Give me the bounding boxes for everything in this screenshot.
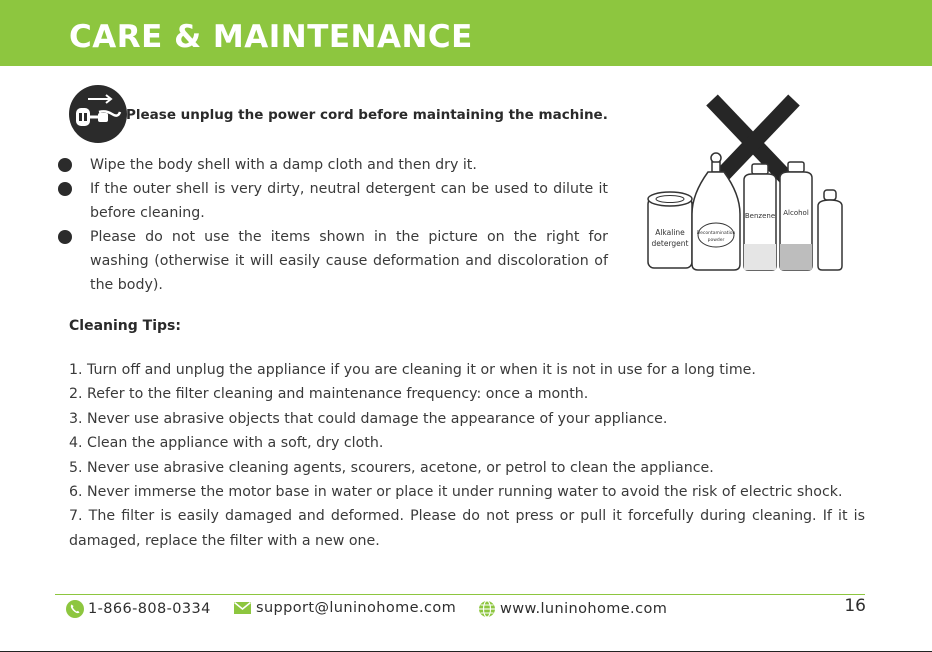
alkaline-detergent-can [648, 192, 692, 268]
page-title: CARE & MAINTENANCE [69, 19, 473, 55]
bullet-text: Please do not use the items shown in the picture on the right for washing (otherwise it will easily cause deformation and discoloration of the body). [90, 229, 608, 293]
warning-text: Please unplug the power cord before maintaining the machine. [126, 107, 608, 123]
tip-item: 7. The filter is easily damaged and deformed. Please do not press or pull it forcefully during cleaning. If it is damaged, replace the filter with a new one. [69, 508, 865, 549]
spray-can [818, 190, 842, 270]
email-address: support@luninohome.com [256, 600, 457, 616]
tip-item: 5. Never use abrasive cleaning agents, scourers, acetone, or petrol to clean the appliance. [69, 459, 714, 476]
footer-phone[interactable] [66, 600, 211, 618]
globe-icon [478, 600, 496, 618]
svg-text:Decontamination: Decontamination [696, 231, 736, 236]
tip-item: 2. Refer to the filter cleaning and maintenance frequency: once a month. [69, 386, 589, 403]
cleaning-tips-list [69, 358, 865, 553]
benzene-bottle [744, 164, 776, 270]
svg-text:Alkaline: Alkaline [655, 228, 685, 237]
bullet-text: Wipe the body shell with a damp cloth and then dry it. [90, 157, 477, 173]
footer-website[interactable] [478, 600, 667, 618]
cleaning-tips-heading: Cleaning Tips: [69, 318, 181, 334]
page-number: 16 [844, 596, 866, 616]
bullet-dot [58, 230, 72, 244]
svg-text:Benzene: Benzene [744, 212, 776, 220]
tip-item: 3. Never use abrasive objects that could damage the appearance of your appliance. [69, 410, 668, 427]
svg-text:detergent: detergent [651, 239, 689, 248]
alcohol-bottle [780, 162, 812, 270]
bullet-dot [58, 182, 72, 196]
bullet-item [58, 225, 608, 297]
footer [66, 596, 866, 622]
header-bar [0, 0, 932, 66]
footer-email[interactable] [234, 600, 456, 616]
prohibited-cleaners-illustration [644, 94, 854, 274]
unplug-icon [68, 84, 128, 144]
svg-text:powder: powder [707, 238, 725, 243]
bullet-dot [58, 158, 72, 172]
phone-icon [66, 600, 84, 618]
tip-item: 6. Never immerse the motor base in water or place it under running water to avoid the risk of electric shock. [69, 484, 843, 501]
website-url: www.luninohome.com [500, 601, 668, 617]
bullet-text: If the outer shell is very dirty, neutral detergent can be used to dilute it before cleaning. [90, 181, 608, 221]
bullet-item [58, 177, 608, 225]
tip-item: 4. Clean the appliance with a soft, dry cloth. [69, 435, 384, 452]
footer-divider [55, 594, 865, 595]
maintenance-bullets [58, 153, 608, 297]
bullet-item [58, 153, 608, 177]
svg-text:Alcohol: Alcohol [783, 209, 809, 217]
phone-number: 1-866-808-0334 [88, 601, 211, 617]
mail-icon [234, 601, 252, 615]
tip-item: 1. Turn off and unplug the appliance if you are cleaning it or when it is not in use for a long time. [69, 362, 756, 378]
